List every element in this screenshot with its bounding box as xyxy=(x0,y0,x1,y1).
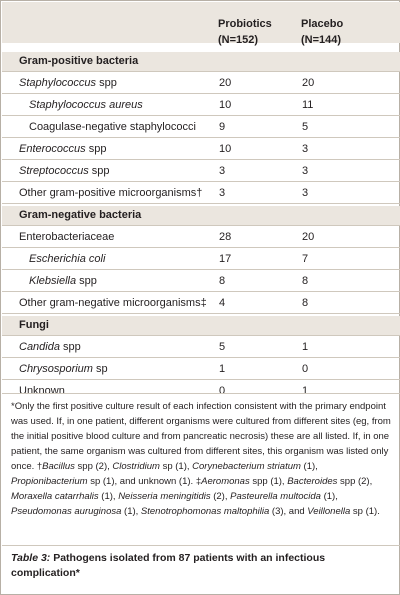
cell-probiotics: 3 xyxy=(219,187,226,199)
cell-probiotics: 3 xyxy=(219,165,226,177)
cell-placebo: 11 xyxy=(302,99,314,111)
cell-probiotics: 5 xyxy=(219,341,226,353)
cell-placebo: 5 xyxy=(302,121,309,133)
row-label: Chrysosporium sp xyxy=(19,363,108,375)
column-header-probiotics-n: (N=152) xyxy=(218,34,259,46)
table-row xyxy=(2,162,400,182)
section-fungi xyxy=(2,316,400,336)
table-row xyxy=(2,184,400,204)
cell-placebo: 20 xyxy=(302,77,315,89)
table-row xyxy=(2,96,400,116)
cell-placebo: 0 xyxy=(302,363,309,375)
row-label: Staphylococcus spp xyxy=(19,77,117,89)
cell-probiotics: 9 xyxy=(219,121,226,133)
row-label: Klebsiella spp xyxy=(29,275,97,287)
row-label: Enterobacteriaceae xyxy=(19,231,115,243)
caption-number: Table 3: xyxy=(11,552,51,564)
cell-probiotics: 28 xyxy=(219,231,232,243)
cell-placebo: 8 xyxy=(302,275,309,287)
cell-probiotics: 10 xyxy=(219,99,232,111)
column-header-placebo-name: Placebo xyxy=(301,18,344,30)
column-header-probiotics-name: Probiotics xyxy=(218,18,272,30)
cell-probiotics: 20 xyxy=(219,77,232,89)
column-header-placebo xyxy=(301,16,343,48)
cell-probiotics: 0 xyxy=(219,385,226,397)
section-title: Gram-negative bacteria xyxy=(19,209,142,221)
column-header-probiotics xyxy=(218,16,272,48)
table-row xyxy=(2,250,400,270)
table-header xyxy=(2,2,400,46)
cell-placebo: 3 xyxy=(302,187,309,199)
row-label: Other gram-positive microorganisms† xyxy=(19,187,203,199)
row-label: Enterococcus spp xyxy=(19,143,107,155)
section-title: Fungi xyxy=(19,319,49,331)
cell-probiotics: 17 xyxy=(219,253,232,265)
section-gram-negative xyxy=(2,206,400,226)
row-label: Unknown xyxy=(19,385,65,397)
table-row xyxy=(2,272,400,292)
caption-text: Pathogens isolated from 87 patients with an infectious complication* xyxy=(11,552,326,579)
row-label: Escherichia coli xyxy=(29,253,106,265)
row-label: Candida spp xyxy=(19,341,81,353)
cell-placebo: 20 xyxy=(302,231,315,243)
cell-probiotics: 8 xyxy=(219,275,226,287)
section-gram-positive xyxy=(2,52,400,72)
cell-placebo: 1 xyxy=(302,341,309,353)
cell-placebo: 3 xyxy=(302,165,309,177)
cell-probiotics: 4 xyxy=(219,297,226,309)
table-caption xyxy=(11,551,391,581)
table-row xyxy=(2,338,400,358)
table-row xyxy=(2,294,400,314)
table-row xyxy=(2,140,400,160)
table-footnote: *Only the first positive culture result of each infection consistent with the primary endpoint was used. If, in one patient, different organisms were cultured from different sites (eg, from the initial positive blood culture and from pancreatic necrosis) these are all listed. If, in one patient, the same organism was cultured from different sites, this organism was listed only once. †Bacillus spp (2), Clostridium sp (1), Corynebacterium striatum (1), Propionibacterium sp (1), and unknown (1). ‡Aeromonas spp (1), Bacteroides spp (2), Moraxella catarrhalis (1), Neisseria meningitidis (2), Pasteurella multocida (1), Pseudomonas auruginosa (1), Stenotrophomonas maltophilia (3), and Veillonella sp (1). xyxy=(11,401,391,517)
row-label: Streptococcus spp xyxy=(19,165,110,177)
caption-divider xyxy=(2,545,400,546)
table-row xyxy=(2,228,400,248)
cell-placebo: 7 xyxy=(302,253,309,265)
row-label: Other gram-negative microorganisms‡ xyxy=(19,297,207,309)
cell-probiotics: 10 xyxy=(219,143,232,155)
cell-placebo: 1 xyxy=(302,385,309,397)
table-row xyxy=(2,118,400,138)
cell-placebo: 3 xyxy=(302,143,309,155)
cell-placebo: 8 xyxy=(302,297,309,309)
column-header-placebo-n: (N=144) xyxy=(301,34,342,46)
section-title: Gram-positive bacteria xyxy=(19,55,139,67)
row-label: Staphylococcus aureus xyxy=(29,99,143,111)
table-row xyxy=(2,74,400,94)
table-row xyxy=(2,360,400,380)
cell-probiotics: 1 xyxy=(219,363,226,375)
divider xyxy=(2,393,400,394)
row-label: Coagulase-negative staphylococci xyxy=(29,121,196,133)
